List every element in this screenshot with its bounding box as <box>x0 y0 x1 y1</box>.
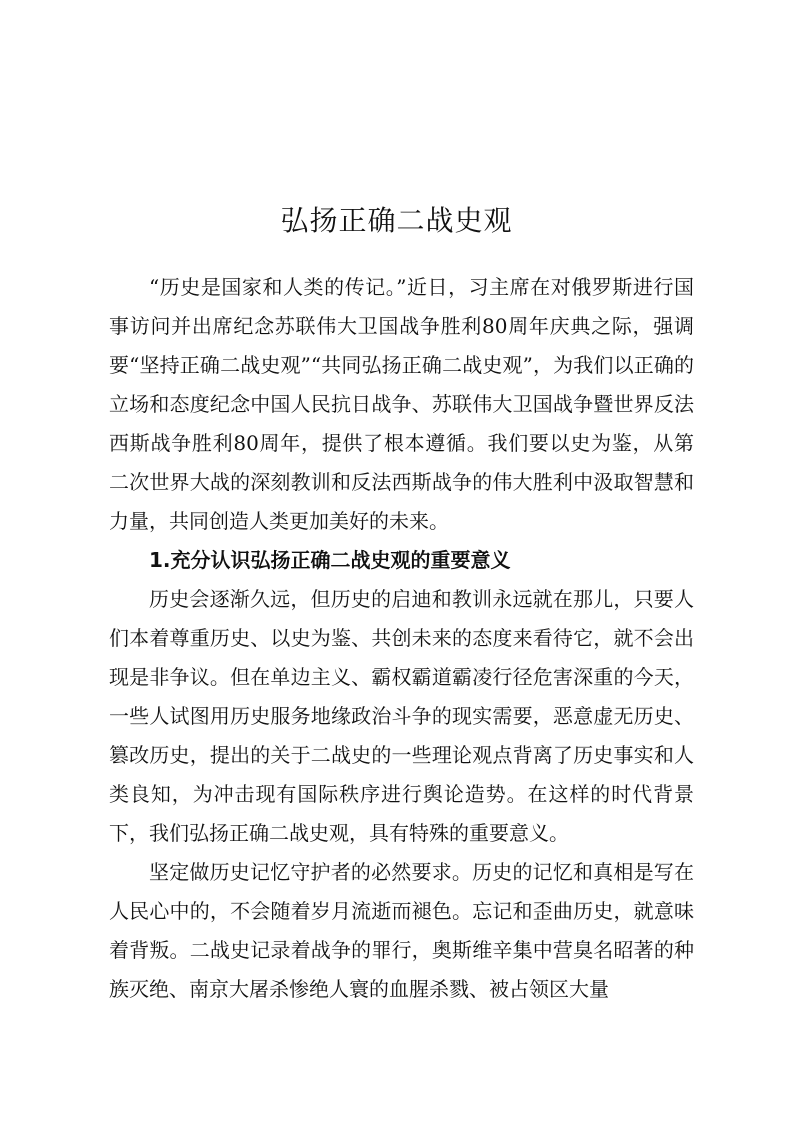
intro-paragraph: “历史是国家和人类的传记。”近日，习主席在对俄罗斯进行国事访问并出席纪念苏联伟大卫国战争胜利80周年庆典之际，强调要“坚持正确二战史观”“共同弘扬正确二战史观”，为我们以正确的立场和态度纪念中国人民抗日战争、苏联伟大卫国战争暨世界反法西斯战争胜利80周年，提供了根本遵循。我们要以史为鉴，从第二次世界大战的深刻教训和反法西斯战争的伟大胜利中汲取智慧和力量，共同创造人类更加美好的未来。 <box>109 275 694 533</box>
document-title: 弘扬正确二战史观 <box>280 203 513 237</box>
section-paragraph: 坚定做历史记忆守护者的必然要求。历史的记忆和真相是写在人民心中的，不会随着岁月流逝而褪色。忘记和歪曲历史，就意味着背叛。二战史记录着战争的罪行，奥斯维辛集中营臭名昭著的种族灭绝、南京大屠杀惨绝人寰的血腥杀戮、被占领区大量 <box>109 860 694 1001</box>
document-body <box>109 268 694 1009</box>
section-heading: 1.充分认识弘扬正确二战史观的重要意义 <box>149 548 511 572</box>
section-paragraph: 历史会逐渐久远，但历史的启迪和教训永远就在那儿，只要人们本着尊重历史、以史为鉴、共创未来的态度来看待它，就不会出现是非争议。但在单边主义、霸权霸道霸凌行径危害深重的今天，一些人试图用历史服务地缘政治斗争的现实需要，恶意虚无历史、篡改历史，提出的关于二战史的一些理论观点背离了历史事实和人类良知，为冲击现有国际秩序进行舆论造势。在这样的时代背景下，我们弘扬正确二战史观，具有特殊的重要意义。 <box>109 587 694 845</box>
